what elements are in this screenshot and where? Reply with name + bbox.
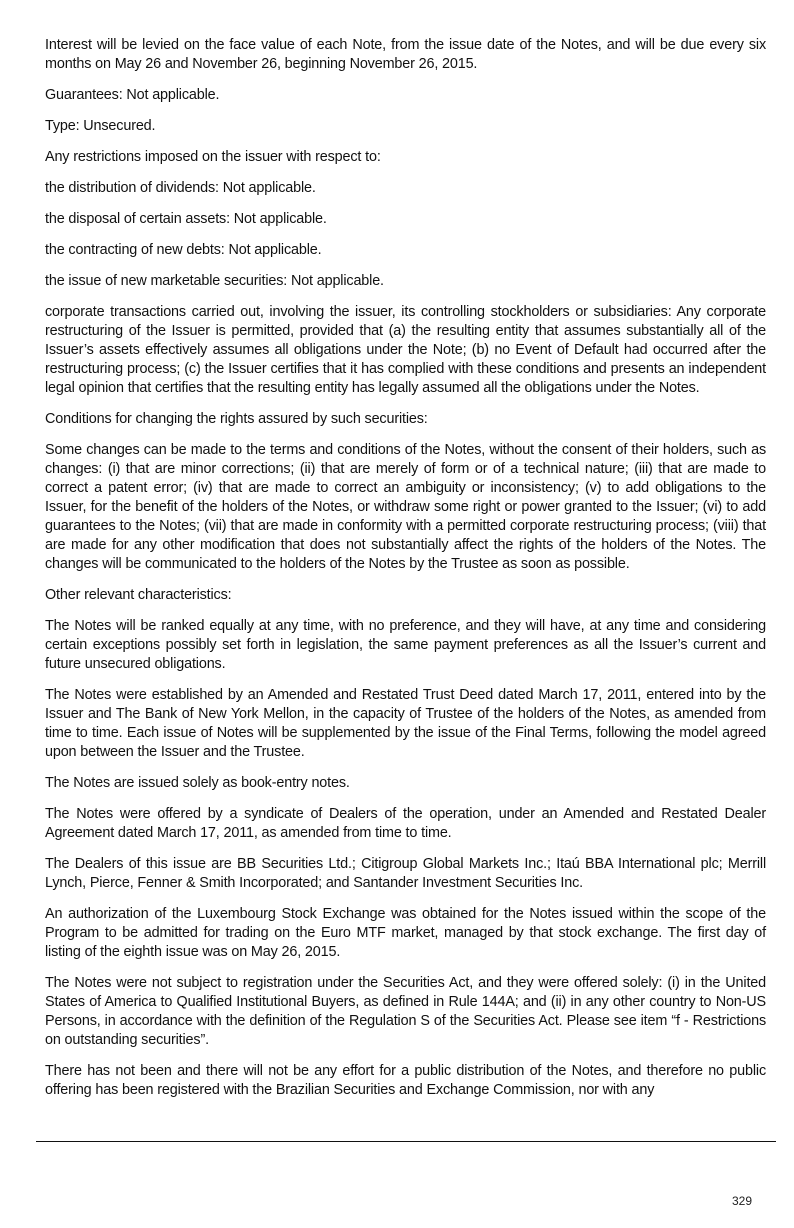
paragraph-other-characteristics-heading: Other relevant characteristics: (45, 587, 232, 603)
paragraph-interest-terms: Interest will be levied on the face value of each Note, from the issue date of the Notes, and will be due every six months on May 26 and November 26, beginning November 26, 2015. (45, 37, 766, 72)
paragraph-dividends: the distribution of dividends: Not applicable. (45, 180, 316, 196)
paragraph-ranking: The Notes will be ranked equally at any time, with no preference, and they will have, at any time and considering certain exceptions possibly set forth in legislation, the same payment preferences as all the Issuer’s current and future unsecured obligations. (45, 618, 766, 672)
paragraph-restrictions-heading: Any restrictions imposed on the issuer with respect to: (45, 149, 381, 165)
paragraph-corporate-transactions: corporate transactions carried out, involving the issuer, its controlling stockholders or subsidiaries: Any corporate restructuring of the Issuer is permitted, provided that (a) the resulting entity that assumes substantially all of the Issuer’s assets effectively assumes all obligations under the Note; (b) no Event of Default had occurred after the restructuring process; (c) the Issuer certifies that it has complied with these conditions and presents an independent legal opinion that certifies that the resulting entity has legally assumed all the obligations under the Notes. (45, 304, 766, 396)
paragraph-dealers: The Dealers of this issue are BB Securities Ltd.; Citigroup Global Markets Inc.; Itaú BBA International plc; Merrill Lynch, Pierce, Fenner & Smith Incorporated; and Santander Investment Securities Inc. (45, 856, 766, 891)
document-page (45, 36, 766, 1112)
paragraph-trust-deed: The Notes were established by an Amended and Restated Trust Deed dated March 17, 2011, entered into by the Issuer and The Bank of New York Mellon, in the capacity of Trustee of the holders of the Notes, as amended from time to time. Each issue of Notes will be supplemented by the issue of the Final Terms, following the model agreed upon between the Issuer and the Trustee. (45, 687, 766, 760)
page-number: 329 (731, 1194, 752, 1208)
footer-divider (36, 1141, 776, 1142)
paragraph-disposal-assets: the disposal of certain assets: Not applicable. (45, 211, 327, 227)
paragraph-registration: The Notes were not subject to registration under the Securities Act, and they were offered solely: (i) in the United States of America to Qualified Institutional Buyers, as defined in Rule 144A; and (ii) in any other country to Non-US Persons, in accordance with the definition of the Regulation S of the Securities Act. Please see item “f - Restrictions on outstanding securities”. (45, 975, 766, 1048)
paragraph-guarantees: Guarantees: Not applicable. (45, 87, 220, 103)
paragraph-new-debts: the contracting of new debts: Not applicable. (45, 242, 322, 258)
paragraph-dealer-agreement: The Notes were offered by a syndicate of Dealers of the operation, under an Amended and Restated Dealer Agreement dated March 17, 2011, as amended from time to time. (45, 806, 766, 841)
paragraph-changes: Some changes can be made to the terms and conditions of the Notes, without the consent of their holders, such as changes: (i) that are minor corrections; (ii) that are merely of form or of a technical nature; (iii) that are made to correct a patent error; (iv) that are made to correct an ambiguity or inconsistency; (v) to add obligations to the Issuer, for the benefit of the holders of the Notes, or withdraw some right or power granted to the Issuer; (vi) to add guarantees to the Notes; (vii) that are made in conformity with a permitted corporate restructuring process; (viii) that are made for any other modification that does not substantially affect the rights of the holders of the Notes. The changes will be communicated to the holders of the Notes by the Trustee as soon as possible. (45, 442, 766, 572)
paragraph-public-distribution: There has not been and there will not be any effort for a public distribution of the Notes, and therefore no public offering has been registered with the Brazilian Securities and Exchange Commission, nor with any (45, 1063, 766, 1098)
paragraph-type: Type: Unsecured. (45, 118, 156, 134)
paragraph-luxembourg: An authorization of the Luxembourg Stock Exchange was obtained for the Notes issued within the scope of the Program to be admitted for trading on the Euro MTF market, managed by that stock exchange. The first day of listing of the eighth issue was on May 26, 2015. (45, 906, 766, 960)
paragraph-conditions-heading: Conditions for changing the rights assured by such securities: (45, 411, 428, 427)
paragraph-book-entry: The Notes are issued solely as book-entry notes. (45, 775, 350, 791)
paragraph-new-securities: the issue of new marketable securities: Not applicable. (45, 273, 384, 289)
